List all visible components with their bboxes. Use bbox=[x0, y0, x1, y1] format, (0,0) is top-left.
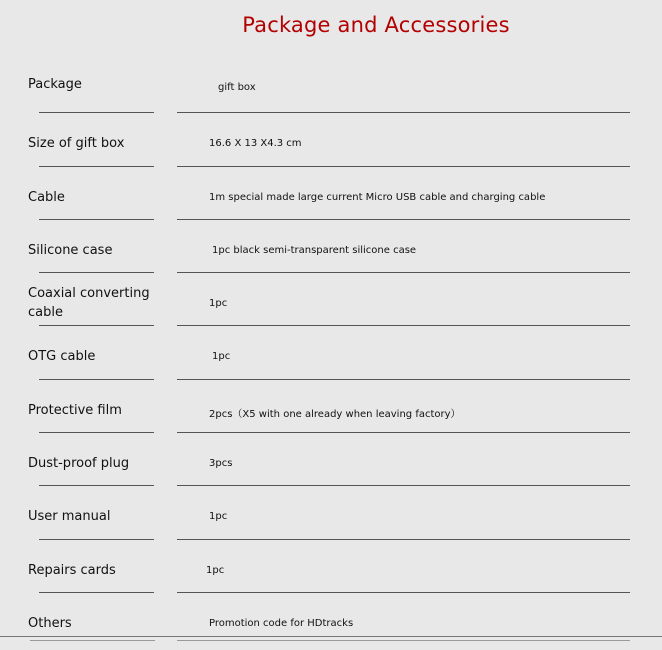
row-divider bbox=[177, 592, 630, 593]
row-value-cable: 1m special made large current Micro USB cable and charging cable bbox=[209, 192, 546, 203]
row-value-user-manual: 1pc bbox=[209, 511, 228, 522]
row-label-others: Others bbox=[28, 616, 72, 631]
row-value-protective-film: 2pcs（X5 with one already when leaving factory） bbox=[209, 409, 461, 420]
row-label-dust-proof-plug: Dust-proof plug bbox=[28, 456, 130, 471]
row-divider bbox=[30, 640, 155, 641]
row-value-dust-proof-plug: 3pcs bbox=[209, 458, 233, 469]
row-divider bbox=[39, 219, 154, 220]
row-divider bbox=[39, 432, 154, 433]
row-value-silicone-case: 1pc black semi-transparent silicone case bbox=[212, 245, 417, 256]
table-bottom-border bbox=[0, 636, 662, 637]
row-label-silicone-case: Silicone case bbox=[28, 243, 113, 258]
row-divider bbox=[39, 112, 154, 113]
row-divider bbox=[39, 485, 154, 486]
row-divider bbox=[177, 272, 630, 273]
row-label-repairs-cards: Repairs cards bbox=[28, 563, 116, 578]
row-label-cable: Cable bbox=[28, 190, 65, 205]
row-value-otg-cable: 1pc bbox=[212, 351, 231, 362]
row-label-size-of-gift-box: Size of gift box bbox=[28, 136, 125, 151]
page-title: Package and Accessories bbox=[242, 13, 510, 37]
row-divider bbox=[39, 539, 154, 540]
row-divider bbox=[177, 485, 630, 486]
row-label-package: Package bbox=[28, 77, 82, 92]
row-divider bbox=[39, 592, 154, 593]
row-divider bbox=[177, 640, 630, 641]
row-divider bbox=[177, 432, 630, 433]
row-value-repairs-cards: 1pc bbox=[206, 565, 225, 576]
row-label-coaxial-converting-cable: Coaxial converting cable bbox=[28, 286, 150, 320]
row-value-coaxial-converting-cable: 1pc bbox=[209, 298, 228, 309]
row-divider bbox=[177, 112, 630, 113]
row-value-package: gift box bbox=[218, 82, 256, 93]
row-divider bbox=[39, 166, 154, 167]
row-divider bbox=[177, 539, 630, 540]
row-value-size-of-gift-box: 16.6 X 13 X4.3 cm bbox=[209, 138, 302, 149]
row-divider bbox=[177, 219, 630, 220]
row-value-others: Promotion code for HDtracks bbox=[209, 618, 354, 629]
row-divider bbox=[177, 166, 630, 167]
row-divider bbox=[177, 325, 630, 326]
row-label-user-manual: User manual bbox=[28, 509, 111, 524]
row-label-otg-cable: OTG cable bbox=[28, 349, 96, 364]
row-label-protective-film: Protective film bbox=[28, 403, 122, 418]
row-divider bbox=[39, 325, 154, 326]
row-divider bbox=[177, 379, 630, 380]
row-divider bbox=[39, 272, 154, 273]
row-divider bbox=[39, 379, 154, 380]
